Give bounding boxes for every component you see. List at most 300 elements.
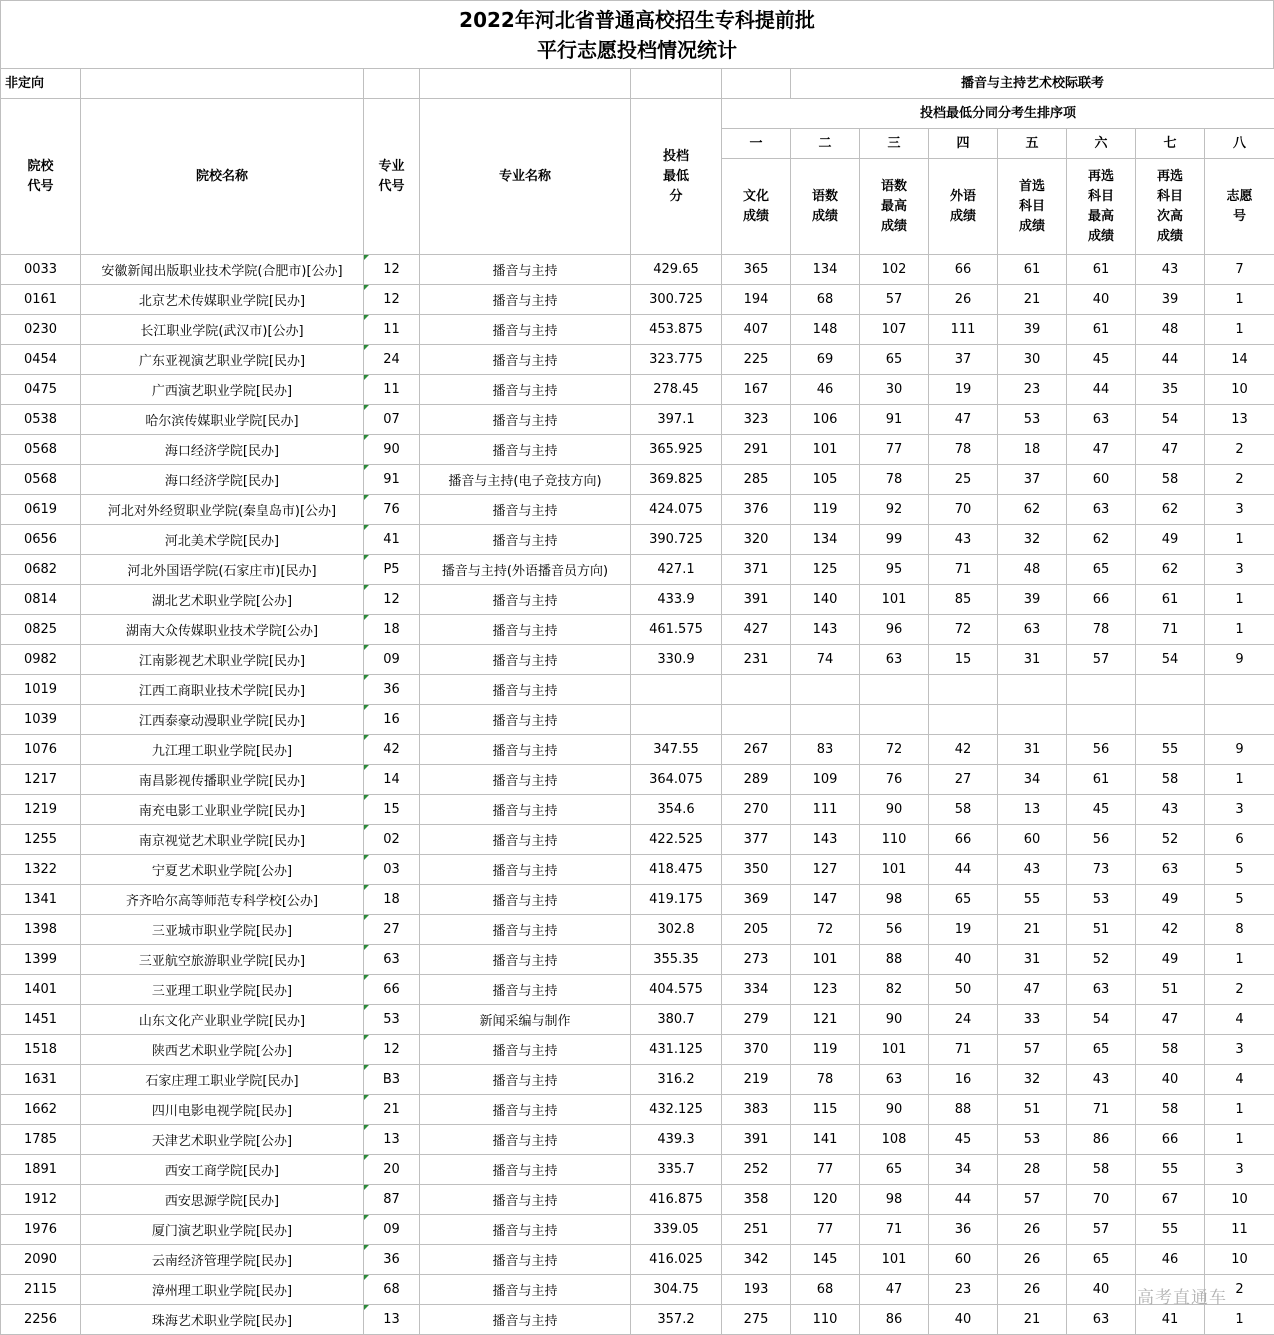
header-item-text: 语数成绩 xyxy=(812,188,839,224)
cell-preference-no: 3 xyxy=(1205,495,1274,525)
cell-culture-score: 279 xyxy=(722,1005,791,1035)
cell-chinese-math-max: 57 xyxy=(860,285,929,315)
cell-school-name: 石家庄理工职业学院[民办] xyxy=(81,1065,364,1095)
cell-school-code: 1631 xyxy=(1,1065,81,1095)
cell-major-code: B3 xyxy=(364,1065,420,1095)
cell-school-name: 广西演艺职业学院[民办] xyxy=(81,375,364,405)
cell-chinese-math-max: 102 xyxy=(860,255,929,285)
cell-chinese-math-score: 78 xyxy=(791,1065,860,1095)
cell-elective-second-score: 44 xyxy=(1136,345,1205,375)
cell-elective-max-score: 56 xyxy=(1067,825,1136,855)
cell-school-code: 2256 xyxy=(1,1305,81,1335)
cell-chinese-math-max: 99 xyxy=(860,525,929,555)
cell-elective-max-score: 66 xyxy=(1067,585,1136,615)
cell-preference-no: 1 xyxy=(1205,945,1274,975)
cell-min-score: 427.1 xyxy=(631,555,722,585)
cell-preference-no: 3 xyxy=(1205,1035,1274,1065)
cell-school-code: 0230 xyxy=(1,315,81,345)
band-empty xyxy=(722,69,791,99)
cell-foreign-lang-score: 66 xyxy=(929,255,998,285)
cell-major-name: 播音与主持 xyxy=(420,885,631,915)
cell-elective-second-score: 62 xyxy=(1136,555,1205,585)
cell-school-code: 1976 xyxy=(1,1215,81,1245)
cell-major-code: 15 xyxy=(364,795,420,825)
cell-school-code: 1662 xyxy=(1,1095,81,1125)
header-order-7: 七 xyxy=(1136,129,1205,159)
cell-foreign-lang-score: 70 xyxy=(929,495,998,525)
cell-major-name: 播音与主持 xyxy=(420,1305,631,1335)
cell-major-code: 02 xyxy=(364,825,420,855)
cell-foreign-lang-score: 23 xyxy=(929,1275,998,1305)
cell-elective-max-score: 86 xyxy=(1067,1125,1136,1155)
band-empty xyxy=(364,69,420,99)
cell-elective-max-score: 61 xyxy=(1067,255,1136,285)
cell-elective-max-score: 53 xyxy=(1067,885,1136,915)
cell-major-name: 播音与主持 xyxy=(420,285,631,315)
cell-preference-no: 13 xyxy=(1205,405,1274,435)
cell-chinese-math-max: 95 xyxy=(860,555,929,585)
cell-school-name: 江西泰豪动漫职业学院[民办] xyxy=(81,705,364,735)
cell-major-code: 42 xyxy=(364,735,420,765)
cell-major-name: 播音与主持 xyxy=(420,375,631,405)
cell-min-score: 432.125 xyxy=(631,1095,722,1125)
cell-preference-no: 4 xyxy=(1205,1005,1274,1035)
cell-school-code: 1219 xyxy=(1,795,81,825)
cell-chinese-math-max: 76 xyxy=(860,765,929,795)
cell-culture-score: 270 xyxy=(722,795,791,825)
cell-preference-no xyxy=(1205,675,1274,705)
cell-school-name: 南昌影视传播职业学院[民办] xyxy=(81,765,364,795)
cell-elective-second-score: 55 xyxy=(1136,1155,1205,1185)
cell-school-name: 齐齐哈尔高等师范专科学校[公办] xyxy=(81,885,364,915)
header-order-3: 三 xyxy=(860,129,929,159)
cell-elective-second-score: 47 xyxy=(1136,1005,1205,1035)
cell-elective-max-score xyxy=(1067,705,1136,735)
cell-chinese-math-max: 108 xyxy=(860,1125,929,1155)
cell-school-name: 三亚理工职业学院[民办] xyxy=(81,975,364,1005)
cell-chinese-math-score: 145 xyxy=(791,1245,860,1275)
cell-culture-score: 275 xyxy=(722,1305,791,1335)
cell-school-name: 江南影视艺术职业学院[民办] xyxy=(81,645,364,675)
cell-school-name: 珠海艺术职业学院[民办] xyxy=(81,1305,364,1335)
cell-chinese-math-max: 90 xyxy=(860,795,929,825)
cell-chinese-math-score: 69 xyxy=(791,345,860,375)
cell-major-name: 播音与主持 xyxy=(420,825,631,855)
table-row xyxy=(1,405,1274,435)
cell-school-name: 海口经济学院[民办] xyxy=(81,435,364,465)
cell-major-code: 16 xyxy=(364,705,420,735)
cell-culture-score: 350 xyxy=(722,855,791,885)
table-row xyxy=(1,345,1274,375)
cell-first-subject-score xyxy=(998,705,1067,735)
cell-elective-max-score: 61 xyxy=(1067,315,1136,345)
cell-preference-no: 2 xyxy=(1205,975,1274,1005)
cell-first-subject-score: 55 xyxy=(998,885,1067,915)
table-row xyxy=(1,315,1274,345)
cell-preference-no: 9 xyxy=(1205,645,1274,675)
cell-chinese-math-max: 56 xyxy=(860,915,929,945)
cell-first-subject-score: 21 xyxy=(998,285,1067,315)
cell-elective-second-score: 49 xyxy=(1136,885,1205,915)
cell-elective-max-score: 65 xyxy=(1067,555,1136,585)
cell-preference-no: 5 xyxy=(1205,855,1274,885)
cell-preference-no: 1 xyxy=(1205,615,1274,645)
cell-culture-score: 194 xyxy=(722,285,791,315)
cell-min-score: 278.45 xyxy=(631,375,722,405)
watermark: 高考直通车 xyxy=(1137,1288,1227,1308)
table-row xyxy=(1,975,1274,1005)
cell-chinese-math-max: 101 xyxy=(860,585,929,615)
cell-elective-second-score: 35 xyxy=(1136,375,1205,405)
cell-elective-max-score: 60 xyxy=(1067,465,1136,495)
cell-first-subject-score: 37 xyxy=(998,465,1067,495)
cell-preference-no: 10 xyxy=(1205,1245,1274,1275)
cell-chinese-math-score: 119 xyxy=(791,1035,860,1065)
table-row xyxy=(1,1305,1274,1335)
cell-major-name: 播音与主持(电子竞技方向) xyxy=(420,465,631,495)
cell-major-code: 14 xyxy=(364,765,420,795)
cell-major-code: 53 xyxy=(364,1005,420,1035)
header-order-4: 四 xyxy=(929,129,998,159)
cell-school-name: 天津艺术职业学院[公办] xyxy=(81,1125,364,1155)
cell-school-code: 1398 xyxy=(1,915,81,945)
cell-elective-max-score: 65 xyxy=(1067,1245,1136,1275)
cell-school-code: 1076 xyxy=(1,735,81,765)
cell-school-code: 0656 xyxy=(1,525,81,555)
table-row xyxy=(1,615,1274,645)
header-school-code xyxy=(1,99,81,255)
cell-chinese-math-max: 30 xyxy=(860,375,929,405)
cell-foreign-lang-score: 25 xyxy=(929,465,998,495)
header-item-text: 志愿号 xyxy=(1226,188,1253,224)
table-row xyxy=(1,825,1274,855)
cell-chinese-math-score: 134 xyxy=(791,525,860,555)
cell-chinese-math-score: 46 xyxy=(791,375,860,405)
cell-first-subject-score: 33 xyxy=(998,1005,1067,1035)
cell-min-score: 380.7 xyxy=(631,1005,722,1035)
cell-first-subject-score: 48 xyxy=(998,555,1067,585)
cell-preference-no: 2 xyxy=(1205,1275,1274,1305)
cell-first-subject-score: 61 xyxy=(998,255,1067,285)
cell-chinese-math-score: 68 xyxy=(791,285,860,315)
cell-chinese-math-max: 90 xyxy=(860,1095,929,1125)
cell-culture-score: 376 xyxy=(722,495,791,525)
cell-major-code: 13 xyxy=(364,1125,420,1155)
cell-min-score: 439.3 xyxy=(631,1125,722,1155)
cell-foreign-lang-score: 19 xyxy=(929,915,998,945)
cell-school-name: 长江职业学院(武汉市)[公办] xyxy=(81,315,364,345)
cell-elective-max-score: 40 xyxy=(1067,285,1136,315)
cell-preference-no: 2 xyxy=(1205,435,1274,465)
cell-foreign-lang-score: 72 xyxy=(929,615,998,645)
cell-elective-second-score: 61 xyxy=(1136,585,1205,615)
header-item-5 xyxy=(998,159,1067,255)
cell-major-name: 播音与主持(外语播音员方向) xyxy=(420,555,631,585)
cell-chinese-math-score: 140 xyxy=(791,585,860,615)
cell-min-score: 357.2 xyxy=(631,1305,722,1335)
cell-chinese-math-score: 120 xyxy=(791,1185,860,1215)
cell-first-subject-score: 13 xyxy=(998,795,1067,825)
cell-major-name: 播音与主持 xyxy=(420,345,631,375)
header-item-1 xyxy=(722,159,791,255)
cell-major-name: 播音与主持 xyxy=(420,525,631,555)
cell-min-score: 323.775 xyxy=(631,345,722,375)
cell-culture-score: 427 xyxy=(722,615,791,645)
cell-min-score: 461.575 xyxy=(631,615,722,645)
cell-elective-max-score: 45 xyxy=(1067,795,1136,825)
cell-culture-score: 334 xyxy=(722,975,791,1005)
cell-foreign-lang-score: 40 xyxy=(929,1305,998,1335)
cell-min-score: 347.55 xyxy=(631,735,722,765)
cell-school-name: 河北美术学院[民办] xyxy=(81,525,364,555)
cell-foreign-lang-score: 66 xyxy=(929,825,998,855)
cell-chinese-math-max: 77 xyxy=(860,435,929,465)
band-empty xyxy=(420,69,631,99)
cell-chinese-math-max: 63 xyxy=(860,645,929,675)
cell-elective-max-score: 65 xyxy=(1067,1035,1136,1065)
table-row xyxy=(1,1155,1274,1185)
cell-min-score xyxy=(631,675,722,705)
header-school-code-text: 院校代号 xyxy=(27,158,54,194)
cell-school-name: 哈尔滨传媒职业学院[民办] xyxy=(81,405,364,435)
cell-foreign-lang-score: 111 xyxy=(929,315,998,345)
cell-major-code: 91 xyxy=(364,465,420,495)
cell-chinese-math-score: 77 xyxy=(791,1155,860,1185)
cell-min-score: 354.6 xyxy=(631,795,722,825)
cell-foreign-lang-score: 15 xyxy=(929,645,998,675)
cell-school-name: 宁夏艺术职业学院[公办] xyxy=(81,855,364,885)
cell-elective-max-score: 51 xyxy=(1067,915,1136,945)
cell-culture-score: 225 xyxy=(722,345,791,375)
cell-foreign-lang-score: 34 xyxy=(929,1155,998,1185)
cell-major-code: 66 xyxy=(364,975,420,1005)
cell-major-code: 18 xyxy=(364,885,420,915)
cell-elective-max-score: 71 xyxy=(1067,1095,1136,1125)
cell-chinese-math-max: 91 xyxy=(860,405,929,435)
cell-elective-second-score: 58 xyxy=(1136,1095,1205,1125)
cell-preference-no: 1 xyxy=(1205,1095,1274,1125)
cell-elective-second-score: 55 xyxy=(1136,735,1205,765)
table-row xyxy=(1,1185,1274,1215)
cell-major-code: 63 xyxy=(364,945,420,975)
cell-school-name: 三亚城市职业学院[民办] xyxy=(81,915,364,945)
cell-preference-no: 5 xyxy=(1205,885,1274,915)
cell-foreign-lang-score: 71 xyxy=(929,555,998,585)
cell-elective-max-score: 63 xyxy=(1067,975,1136,1005)
table-row xyxy=(1,495,1274,525)
cell-chinese-math-score: 121 xyxy=(791,1005,860,1035)
cell-culture-score: 320 xyxy=(722,525,791,555)
cell-culture-score: 273 xyxy=(722,945,791,975)
cell-first-subject-score: 32 xyxy=(998,1065,1067,1095)
cell-preference-no: 6 xyxy=(1205,825,1274,855)
cell-major-code: 24 xyxy=(364,345,420,375)
cell-min-score: 419.175 xyxy=(631,885,722,915)
cell-chinese-math-max: 88 xyxy=(860,945,929,975)
cell-foreign-lang-score: 19 xyxy=(929,375,998,405)
cell-elective-second-score: 48 xyxy=(1136,315,1205,345)
cell-first-subject-score: 51 xyxy=(998,1095,1067,1125)
cell-chinese-math-score: 109 xyxy=(791,765,860,795)
cell-preference-no: 3 xyxy=(1205,555,1274,585)
band-empty xyxy=(81,69,364,99)
cell-min-score: 416.875 xyxy=(631,1185,722,1215)
cell-chinese-math-max: 47 xyxy=(860,1275,929,1305)
cell-school-name: 西安思源学院[民办] xyxy=(81,1185,364,1215)
table-row xyxy=(1,1005,1274,1035)
cell-elective-max-score: 40 xyxy=(1067,1275,1136,1305)
cell-school-name: 海口经济学院[民办] xyxy=(81,465,364,495)
cell-min-score xyxy=(631,705,722,735)
cell-school-code: 1451 xyxy=(1,1005,81,1035)
cell-elective-max-score xyxy=(1067,675,1136,705)
header-item-text: 文化成绩 xyxy=(743,188,770,224)
cell-elective-second-score: 58 xyxy=(1136,465,1205,495)
table-row xyxy=(1,1125,1274,1155)
cell-elective-max-score: 57 xyxy=(1067,645,1136,675)
table-row xyxy=(1,285,1274,315)
cell-chinese-math-score: 134 xyxy=(791,255,860,285)
cell-major-code: 12 xyxy=(364,1035,420,1065)
cell-elective-second-score: 62 xyxy=(1136,495,1205,525)
cell-foreign-lang-score: 88 xyxy=(929,1095,998,1125)
cell-major-code: 20 xyxy=(364,1155,420,1185)
cell-school-name: 南充电影工业职业学院[民办] xyxy=(81,795,364,825)
cell-min-score: 339.05 xyxy=(631,1215,722,1245)
cell-school-code: 1399 xyxy=(1,945,81,975)
table-row xyxy=(1,435,1274,465)
cell-first-subject-score: 34 xyxy=(998,765,1067,795)
cell-school-name: 江西工商职业技术学院[民办] xyxy=(81,675,364,705)
cell-chinese-math-score: 74 xyxy=(791,645,860,675)
cell-first-subject-score: 31 xyxy=(998,735,1067,765)
header-item-4 xyxy=(929,159,998,255)
cell-school-code: 0619 xyxy=(1,495,81,525)
cell-foreign-lang-score: 27 xyxy=(929,765,998,795)
band-row xyxy=(1,69,1274,99)
cell-chinese-math-score: 106 xyxy=(791,405,860,435)
table-row xyxy=(1,1035,1274,1065)
cell-major-name: 新闻采编与制作 xyxy=(420,1005,631,1035)
cell-first-subject-score: 28 xyxy=(998,1155,1067,1185)
cell-major-name: 播音与主持 xyxy=(420,675,631,705)
cell-min-score: 424.075 xyxy=(631,495,722,525)
cell-chinese-math-max: 107 xyxy=(860,315,929,345)
cell-major-name: 播音与主持 xyxy=(420,495,631,525)
cell-elective-second-score: 55 xyxy=(1136,1215,1205,1245)
table-row xyxy=(1,1065,1274,1095)
cell-major-name: 播音与主持 xyxy=(420,1065,631,1095)
header-item-text: 外语成绩 xyxy=(950,188,977,224)
cell-min-score: 300.725 xyxy=(631,285,722,315)
cell-school-name: 湖南大众传媒职业技术学院[公办] xyxy=(81,615,364,645)
cell-chinese-math-score: 83 xyxy=(791,735,860,765)
cell-culture-score: 391 xyxy=(722,1125,791,1155)
table-row xyxy=(1,465,1274,495)
cell-school-name: 广东亚视演艺职业学院[民办] xyxy=(81,345,364,375)
cell-chinese-math-max: 65 xyxy=(860,345,929,375)
cell-culture-score: 391 xyxy=(722,585,791,615)
cell-min-score: 355.35 xyxy=(631,945,722,975)
header-item-3 xyxy=(860,159,929,255)
page-subtitle: 平行志愿投档情况统计 xyxy=(537,38,737,62)
cell-chinese-math-score: 68 xyxy=(791,1275,860,1305)
cell-school-name: 云南经济管理学院[民办] xyxy=(81,1245,364,1275)
cell-elective-max-score: 78 xyxy=(1067,615,1136,645)
cell-elective-second-score: 41 xyxy=(1136,1305,1205,1335)
cell-culture-score: 342 xyxy=(722,1245,791,1275)
cell-culture-score: 370 xyxy=(722,1035,791,1065)
cell-foreign-lang-score: 60 xyxy=(929,1245,998,1275)
cell-min-score: 365.925 xyxy=(631,435,722,465)
cell-culture-score: 289 xyxy=(722,765,791,795)
cell-major-code: 21 xyxy=(364,1095,420,1125)
cell-school-code: 0454 xyxy=(1,345,81,375)
cell-chinese-math-score: 77 xyxy=(791,1215,860,1245)
cell-major-name: 播音与主持 xyxy=(420,795,631,825)
header-item-text: 首选科目成绩 xyxy=(1019,178,1046,234)
cell-chinese-math-max: 63 xyxy=(860,1065,929,1095)
cell-foreign-lang-score: 40 xyxy=(929,945,998,975)
cell-culture-score: 167 xyxy=(722,375,791,405)
cell-elective-second-score: 58 xyxy=(1136,765,1205,795)
cell-elective-second-score: 40 xyxy=(1136,1065,1205,1095)
header-order-2: 二 xyxy=(791,129,860,159)
cell-elective-max-score: 44 xyxy=(1067,375,1136,405)
cell-major-code: 36 xyxy=(364,675,420,705)
cell-preference-no: 1 xyxy=(1205,585,1274,615)
cell-preference-no: 10 xyxy=(1205,1185,1274,1215)
table-row xyxy=(1,375,1274,405)
cell-major-code: 68 xyxy=(364,1275,420,1305)
cell-elective-second-score: 58 xyxy=(1136,1035,1205,1065)
cell-preference-no: 1 xyxy=(1205,525,1274,555)
cell-min-score: 397.1 xyxy=(631,405,722,435)
cell-preference-no: 1 xyxy=(1205,1305,1274,1335)
cell-chinese-math-max: 78 xyxy=(860,465,929,495)
table-row xyxy=(1,645,1274,675)
cell-chinese-math-score: 110 xyxy=(791,1305,860,1335)
cell-foreign-lang-score: 16 xyxy=(929,1065,998,1095)
header-order-1: 一 xyxy=(722,129,791,159)
cell-elective-second-score: 54 xyxy=(1136,405,1205,435)
cell-elective-max-score: 70 xyxy=(1067,1185,1136,1215)
cell-major-name: 播音与主持 xyxy=(420,1245,631,1275)
cell-culture-score: 291 xyxy=(722,435,791,465)
cell-major-name: 播音与主持 xyxy=(420,735,631,765)
cell-school-name: 漳州理工职业学院[民办] xyxy=(81,1275,364,1305)
cell-chinese-math-max: 82 xyxy=(860,975,929,1005)
cell-chinese-math-score: 141 xyxy=(791,1125,860,1155)
cell-min-score: 453.875 xyxy=(631,315,722,345)
cell-chinese-math-max: 98 xyxy=(860,1185,929,1215)
cell-chinese-math-max: 98 xyxy=(860,885,929,915)
cell-first-subject-score: 26 xyxy=(998,1275,1067,1305)
cell-min-score: 304.75 xyxy=(631,1275,722,1305)
cell-school-code: 1401 xyxy=(1,975,81,1005)
cell-elective-second-score: 51 xyxy=(1136,975,1205,1005)
cell-elective-second-score: 39 xyxy=(1136,285,1205,315)
cell-major-code: 41 xyxy=(364,525,420,555)
header-row-group xyxy=(1,99,1274,129)
header-major-code xyxy=(364,99,420,255)
cell-chinese-math-max: 65 xyxy=(860,1155,929,1185)
header-item-6 xyxy=(1067,159,1136,255)
cell-foreign-lang-score: 71 xyxy=(929,1035,998,1065)
cell-foreign-lang-score: 26 xyxy=(929,285,998,315)
cell-culture-score: 365 xyxy=(722,255,791,285)
cell-elective-max-score: 63 xyxy=(1067,405,1136,435)
